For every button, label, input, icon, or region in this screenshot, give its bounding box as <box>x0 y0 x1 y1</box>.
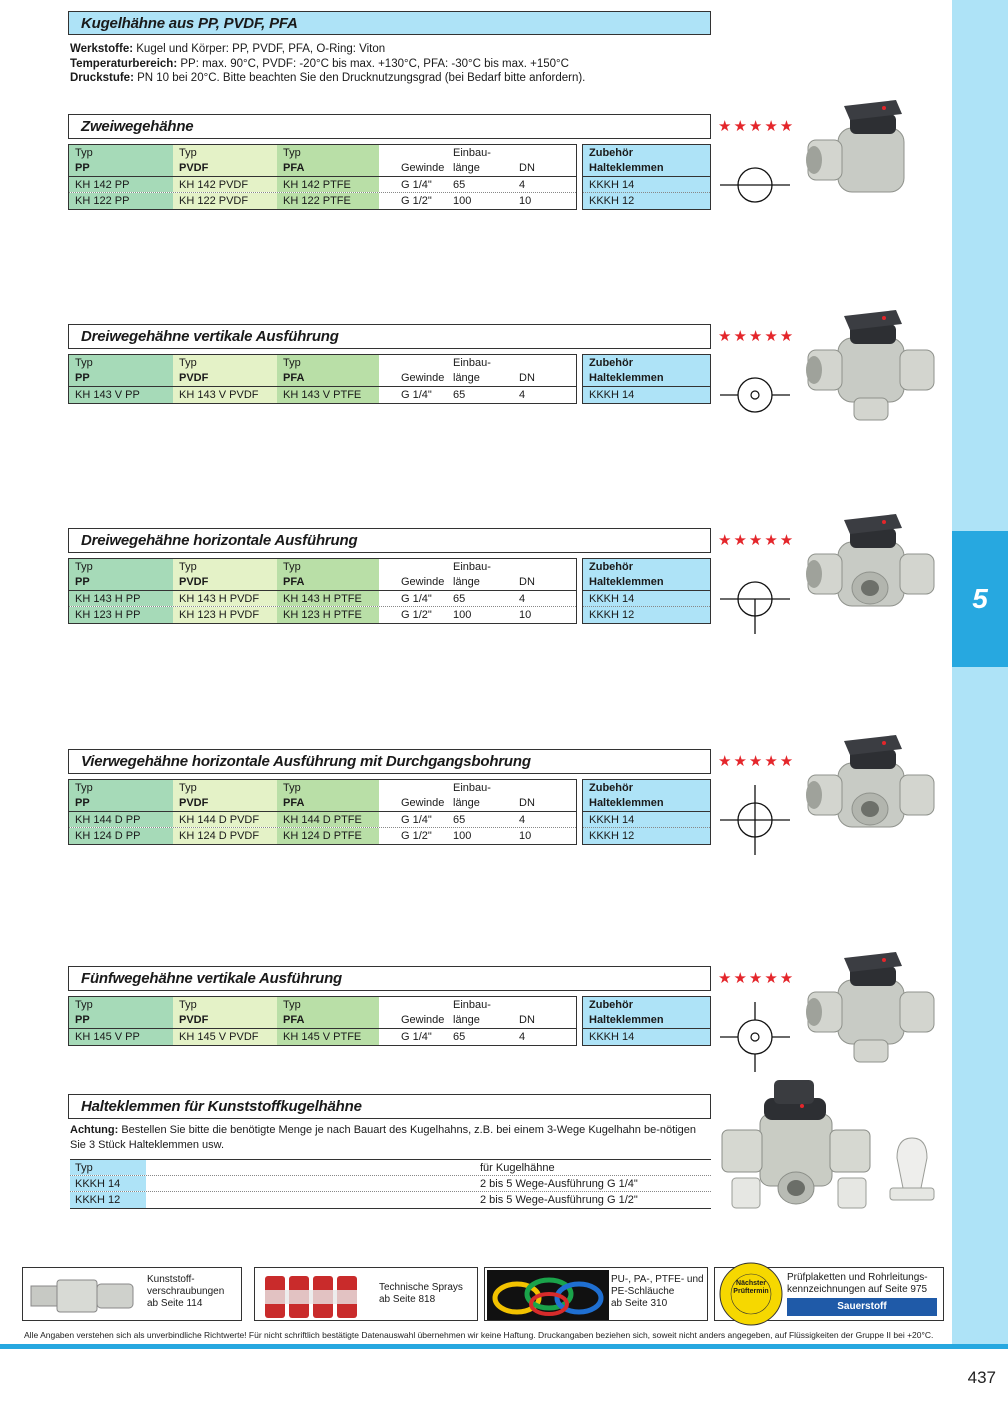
hoses-icon <box>487 1270 609 1320</box>
table-row[interactable]: KH 142 PP KH 142 PVDF KH 142 PTFE G 1/4" 65 4 <box>69 177 576 193</box>
oxygen-sign: Sauerstoff <box>787 1298 937 1316</box>
clamps-table: Typ für Kugelhähne KKKH 14 2 bis 5 Wege-Ausführung G 1/4" KKKH 12 2 bis 5 Wege-Ausführung G 1/2" <box>70 1159 711 1209</box>
accessory-table: Zubehör Halteklemmen KKKH 14 <box>582 996 711 1046</box>
table-row[interactable]: KH 145 V PP KH 145 V PVDF KH 145 V PTFE G 1/4" 65 4 <box>69 1029 576 1045</box>
intro-text: Werkstoffe: Kugel und Körper: PP, PVDF, PFA, O-Ring: Viton Temperaturbereich: PP: max. 90°C, PVDF: -20°C bis max. +130°C, PFA: -30°C bis max. +150°C Druckstufe: PN 10 bei 20°C. Bitte beachten Sie den Drucknutzungsgrad (bei Bedarf bitte anfordern). <box>70 43 586 84</box>
ad-sprays[interactable]: Technische Sprays ab Seite 818 <box>254 1267 478 1321</box>
fitting-icon <box>27 1272 137 1318</box>
ball-valve-image <box>800 727 940 852</box>
rating-stars: ★★★★★ <box>718 118 796 135</box>
table-row[interactable]: KKKH 14 2 bis 5 Wege-Ausführung G 1/4" <box>70 1176 711 1192</box>
valve-symbol-icon <box>718 358 792 437</box>
chapter-tab[interactable]: 5 <box>952 531 1008 667</box>
valve-symbol-icon <box>718 1000 792 1079</box>
accessory-table: Zubehör Halteklemmen KKKH 14 KKKH 12 <box>582 558 711 624</box>
table-row[interactable]: KH 143 H PP KH 143 H PVDF KH 143 H PTFE G 1/4" 65 4 <box>69 591 576 607</box>
spec-table: Typ PP Typ PVDF Typ PFA Gewinde Einbau- länge DN KH 143 V PP KH 143 V PVDF KH 143 V PTFE G 1/4" 65 4 <box>68 354 577 404</box>
accessory-item[interactable]: KKKH 12 <box>589 609 635 621</box>
clamp-product-image <box>712 1078 942 1218</box>
accessory-table: Zubehör Halteklemmen KKKH 14 KKKH 12 <box>582 779 711 845</box>
ball-valve-image <box>800 506 940 631</box>
ball-valve-image <box>800 944 940 1069</box>
table-row[interactable]: KH 144 D PP KH 144 D PVDF KH 144 D PTFE G 1/4" 65 4 <box>69 812 576 828</box>
rating-stars: ★★★★★ <box>718 532 796 549</box>
section-title: Zweiwegehähne <box>68 114 711 139</box>
section-title: Dreiwegehähne vertikale Ausführung <box>68 324 711 349</box>
footer-disclaimer: Alle Angaben verstehen sich als unverbindliche Richtwerte! Für nicht schriftlich bestätigte Datenauswahl übernehmen wir keine Haftung. Druckangaben beziehen sich, soweit nicht anders angegeben, auf Flüssigkeiten der Gruppe II bei +20°C. <box>24 1330 934 1340</box>
rating-stars: ★★★★★ <box>718 328 796 345</box>
section-title: Dreiwegehähne horizontale Ausführung <box>68 528 711 553</box>
clamps-title: Halteklemmen für Kunststoffkugelhähne <box>68 1094 711 1119</box>
clamps-note: Achtung: Bestellen Sie bitte die benötigte Menge je nach Bauart des Kugelhahns, z.B. bei einem 3-Wege Kugelhahn be-nötigen Sie 3 Stück Halteklemmen usw. <box>70 1124 696 1151</box>
accessory-table: Zubehör Halteklemmen KKKH 14 <box>582 354 711 404</box>
table-row[interactable]: KH 122 PP KH 122 PVDF KH 122 PTFE G 1/2" 100 10 <box>69 193 576 209</box>
section-title: Fünfwegehähne vertikale Ausführung <box>68 966 711 991</box>
page-number: 437 <box>967 1368 996 1387</box>
accessory-item[interactable]: KKKH 12 <box>589 830 635 842</box>
table-row[interactable]: KH 143 V PP KH 143 V PVDF KH 143 V PTFE G 1/4" 65 4 <box>69 387 576 403</box>
spec-table: Typ PP Typ PVDF Typ PFA Gewinde Einbau- länge DN KH 145 V PP KH 145 V PVDF KH 145 V PTFE G 1/4" 65 4 <box>68 996 577 1046</box>
spec-table: Typ PP Typ PVDF Typ PFA Gewinde Einbau- länge DN KH 143 H PP KH 143 H PVDF KH 143 H PTFE G 1/4" 65 4 KH 123 H PP KH 123 H PVDF KH 123 H PTFE G 1/2" 100 10 <box>68 558 577 624</box>
valve-symbol-icon <box>718 148 792 227</box>
accessory-item[interactable]: KKKH 14 <box>583 812 710 828</box>
spec-table: Typ PP Typ PVDF Typ PFA Gewinde Einbau- länge DN KH 144 D PP KH 144 D PVDF KH 144 D PTFE G 1/4" 65 4 KH 124 D PP KH 124 D PVDF KH 124 D PTFE G 1/2" 100 10 <box>68 779 577 845</box>
ad-labels[interactable]: Nächster Prüftermin Prüfplaketten und Rohrleitungs- kennzeichnungen auf Seite 975 Sauerstoff <box>714 1267 944 1321</box>
ball-valve-image <box>800 92 940 217</box>
accessory-item[interactable]: KKKH 12 <box>589 195 635 207</box>
spec-table: Typ PP Typ PVDF Typ PFA Gewinde Einbau- länge DN KH 142 PP KH 142 PVDF KH 142 PTFE G 1/4" 65 4 KH 122 PP KH 122 PVDF KH 122 PTFE G 1/2" 100 10 <box>68 144 577 210</box>
ad-fittings[interactable]: Kunststoff- verschraubungen ab Seite 114 <box>22 1267 242 1321</box>
bottom-rule <box>0 1344 1008 1349</box>
table-row[interactable]: KH 124 D PP KH 124 D PVDF KH 124 D PTFE G 1/2" 100 10 <box>69 828 576 844</box>
rating-stars: ★★★★★ <box>718 970 796 987</box>
accessory-item[interactable]: KKKH 14 <box>589 1031 635 1043</box>
accessory-item[interactable]: KKKH 14 <box>589 389 635 401</box>
side-strip <box>952 0 1008 1348</box>
table-row[interactable]: KH 123 H PP KH 123 H PVDF KH 123 H PTFE G 1/2" 100 10 <box>69 607 576 623</box>
table-row[interactable]: KKKH 12 2 bis 5 Wege-Ausführung G 1/2" <box>70 1192 711 1208</box>
page-title: Kugelhähne aus PP, PVDF, PFA <box>68 11 711 35</box>
valve-symbol-icon <box>718 562 792 641</box>
ball-valve-image <box>800 302 940 427</box>
valve-symbol-icon <box>718 783 792 862</box>
accessory-item[interactable]: KKKH 14 <box>583 177 710 193</box>
spray-cans-icon <box>259 1270 371 1320</box>
accessory-item[interactable]: KKKH 14 <box>583 591 710 607</box>
ad-hoses[interactable]: PU-, PA-, PTFE- und PE-Schläuche ab Seite 310 <box>484 1267 708 1321</box>
rating-stars: ★★★★★ <box>718 753 796 770</box>
accessory-table: Zubehör Halteklemmen KKKH 14 KKKH 12 <box>582 144 711 210</box>
section-title: Vierwegehähne horizontale Ausführung mit Durchgangsbohrung <box>68 749 711 774</box>
